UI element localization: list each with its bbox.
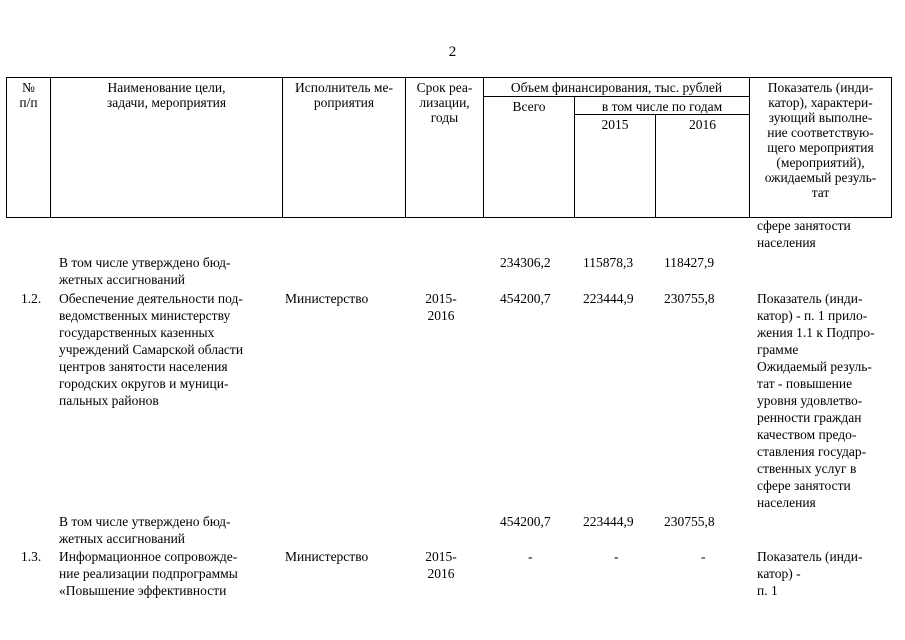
row-1-2-executor: Министерство — [285, 291, 369, 306]
header-name: Наименование цели, задачи, мероприятия — [51, 78, 283, 218]
row-1-3-num: 1.3. — [21, 549, 42, 564]
row-1-3-term: 2015- 2016 — [425, 549, 457, 581]
row-1-3-executor: Министерство — [285, 549, 369, 564]
row-subtotal-1-total: 234306,2 — [500, 255, 551, 270]
indicator-continuation: сфере занятости населения — [757, 218, 851, 250]
row-subtotal-2-2016: 230755,8 — [664, 514, 715, 529]
row-1-3-2016: - — [701, 549, 706, 564]
row-1-3-2015: - — [614, 549, 619, 564]
header-indicator: Показатель (инди- катор), характери- зующий выполне- ние соответствую- щего мероприятия (мероприятий), ожидаемый резуль- тат — [750, 78, 892, 218]
header-year-2015: 2015 — [575, 115, 656, 218]
header-by-years: в том числе по годам — [575, 97, 750, 115]
header-executor: Исполнитель ме- роприятия — [283, 78, 406, 218]
row-1-3-total: - — [528, 549, 533, 564]
row-1-2-2016: 230755,8 — [664, 291, 715, 306]
row-subtotal-1-2016: 118427,9 — [664, 255, 715, 270]
header-year-2016: 2016 — [656, 115, 750, 218]
row-1-3-indicator: Показатель (инди- катор) - п. 1 — [757, 549, 863, 598]
row-1-2-indicator: Показатель (инди- катор) - п. 1 прило- жения 1.1 к Подпро- грамме Ожидаемый резуль- тат - повышение уровня удовлетво- ренности граждан качеством предо- ставления государ- ственных услуг в сфере занятости населения — [757, 291, 875, 510]
row-1-2-term: 2015- 2016 — [425, 291, 457, 323]
row-1-2-total: 454200,7 — [500, 291, 551, 306]
header-num: № п/п — [7, 78, 51, 218]
header-total: Всего — [484, 97, 575, 218]
row-subtotal-1-name: В том числе утверждено бюд- жетных ассигнований — [59, 255, 231, 287]
table-header — [6, 77, 892, 218]
row-1-2-name: Обеспечение деятельности под- ведомственных министерству государственных казенных учреждений Самарской области центров занятости населения городских округов и муници- пальных районов — [59, 291, 244, 408]
header-term: Срок реа- лизации, годы — [406, 78, 484, 218]
row-1-2-2015: 223444,9 — [583, 291, 634, 306]
row-1-3-name: Информационное сопровожде- ние реализации подпрограммы «Повышение эффективности — [59, 549, 238, 598]
row-subtotal-1-2015: 115878,3 — [583, 255, 634, 270]
row-subtotal-2-2015: 223444,9 — [583, 514, 634, 529]
row-subtotal-2-name: В том числе утверждено бюд- жетных ассигнований — [59, 514, 231, 546]
page-number: 2 — [448, 44, 457, 60]
row-subtotal-2-total: 454200,7 — [500, 514, 551, 529]
header-funding: Объем финансирования, тыс. рублей — [484, 78, 750, 97]
row-1-2-num: 1.2. — [21, 291, 42, 306]
